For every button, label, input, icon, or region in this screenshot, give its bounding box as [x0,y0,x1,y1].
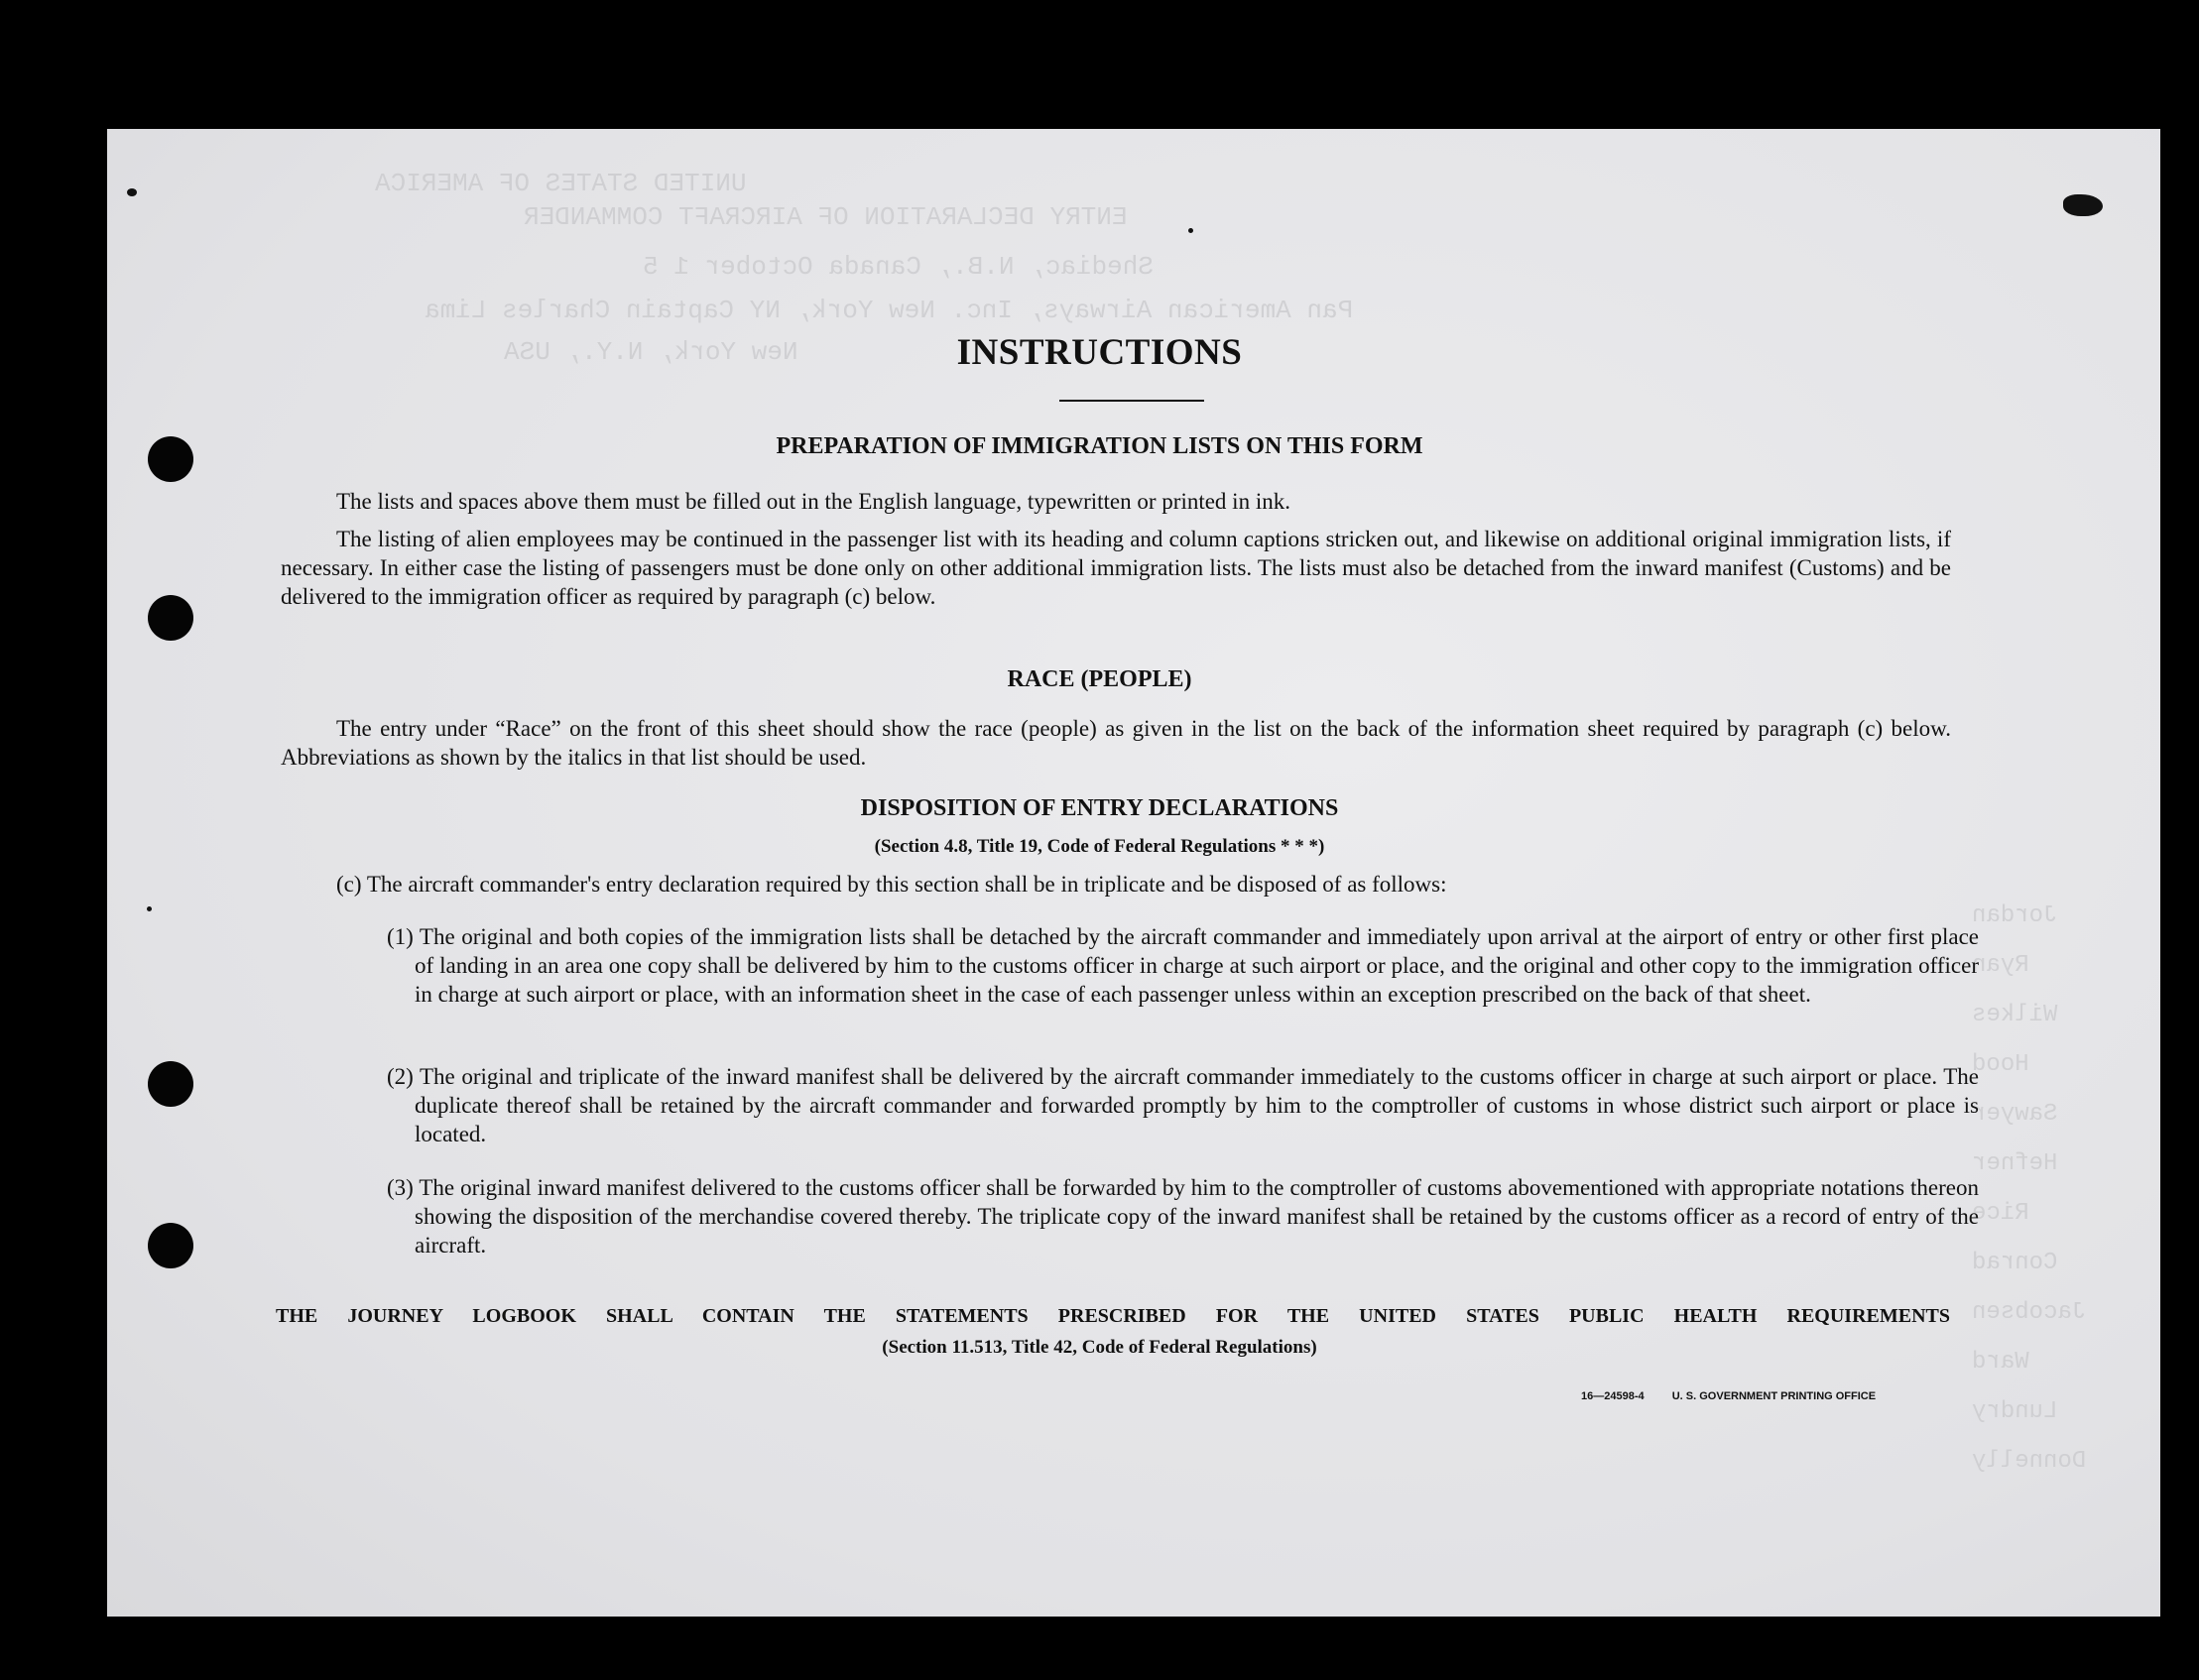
bleed-through-text: Pan American Airways, Inc. New York, NY Captain Charles Lima [425,296,1354,325]
scan-speck [2063,194,2103,216]
scan-speck [147,906,152,911]
bleed-through-text: Ward [1972,1349,2029,1376]
punch-hole [148,595,193,641]
bleed-through-text: Ryan [1972,952,2029,979]
section-heading-disposition: DISPOSITION OF ENTRY DECLARATIONS [860,795,1339,821]
disposition-item-1: (1) The original and both copies of the immigration lists shall be detached by the aircraft commander and immediately upon arrival at the airport of entry or other first place of landing in an area one copy shall be delivered by him to the customs officer in charge at such airport or place, and the original and other copy to the immigration officer in charge at such airport or place, with an information sheet in the case of each passenger unless within an exception prescribed on the back of that sheet. [387,924,1979,1007]
bleed-through-text: Rice [1972,1200,2029,1227]
bleed-through-text: UNITED STATES OF AMERICA [375,169,747,198]
bleed-through-text: Hood [1972,1051,2029,1078]
preparation-paragraph-2: The listing of alien employees may be continued in the passenger list with its heading and column captions stricken out, and likewise on additional original immigration lists, if necessary. In either case the listing of passengers must be done only on other additional immigration lists. The lists must also be detached from the inward manifest (Customs) and be delivered to the immigration officer as required by paragraph (c) below. [281,527,1951,609]
page-title: INSTRUCTIONS [956,332,1243,373]
disposition-item-3: (3) The original inward manifest delivered to the customs officer shall be forwarded by him to the comptroller of customs abovementioned with appropriate notations thereon showing the disposition of the merchandise covered thereby. The triplicate copy of the inward manifest shall be retained by the customs officer as a record of entry of the aircraft. [387,1175,1979,1258]
bleed-through-text: Jacobsen [1972,1299,2087,1326]
logbook-citation: (Section 11.513, Title 42, Code of Federal Regulations) [882,1337,1317,1358]
section-heading-race: RACE (PEOPLE) [1007,666,1192,692]
bleed-through-text: Sawyer [1972,1101,2058,1128]
scan-speck [1188,228,1193,233]
bleed-through-text: Hefner [1972,1150,2058,1177]
bleed-through-text: Shediac, N.B., Canada October 1 5 [643,252,1154,282]
bleed-through-text: Conrad [1972,1250,2058,1276]
scan-speck [127,188,137,196]
bleed-through-text: New York, N.Y., USA [504,337,798,367]
section-heading-preparation: PREPARATION OF IMMIGRATION LISTS ON THIS FORM [776,433,1423,459]
printer-name: U. S. GOVERNMENT PRINTING OFFICE [1671,1390,1877,1402]
bleed-through-text: Wilkes [1972,1002,2058,1028]
bleed-through-text: Donnelly [1972,1448,2087,1475]
printer-imprint [1581,1390,1876,1402]
punch-hole [148,1061,193,1107]
bleed-through-text: ENTRY DECLARATION OF AIRCRAFT COMMANDER [524,202,1128,232]
title-underline [1059,400,1204,402]
race-paragraph: The entry under “Race” on the front of this sheet should show the race (people) as given in the list on the back of the information sheet required by paragraph (c) below. Abbreviations as shown by the italics in that list should be used. [281,716,1951,770]
disposition-intro: (c) The aircraft commander's entry declaration required by this section shall be in triplicate and be disposed of as follows: [336,872,1447,897]
bleed-through-text: Lundry [1972,1398,2058,1425]
bleed-through-text: Jordan [1972,902,2058,929]
preparation-paragraph-1: The lists and spaces above them must be filled out in the English language, typewritten or printed in ink. [336,489,1290,514]
disposition-citation: (Section 4.8, Title 19, Code of Federal Regulations * * *) [874,836,1325,857]
logbook-statement: THE JOURNEY LOGBOOK SHALL CONTAIN THE STATEMENTS PRESCRIBED FOR THE UNITED STATES PUBLIC HEALTH REQUIREMENTS [276,1305,1950,1327]
punch-hole [148,1223,193,1268]
disposition-item-2: (2) The original and triplicate of the inward manifest shall be delivered by the aircraft commander immediately to the customs officer in charge at such airport or place. The duplicate thereof shall be retained by the aircraft commander and forwarded promptly by him to the comptroller of customs in whose district such airport or place is located. [387,1064,1979,1146]
form-number: 16—24598-4 [1581,1390,1645,1402]
